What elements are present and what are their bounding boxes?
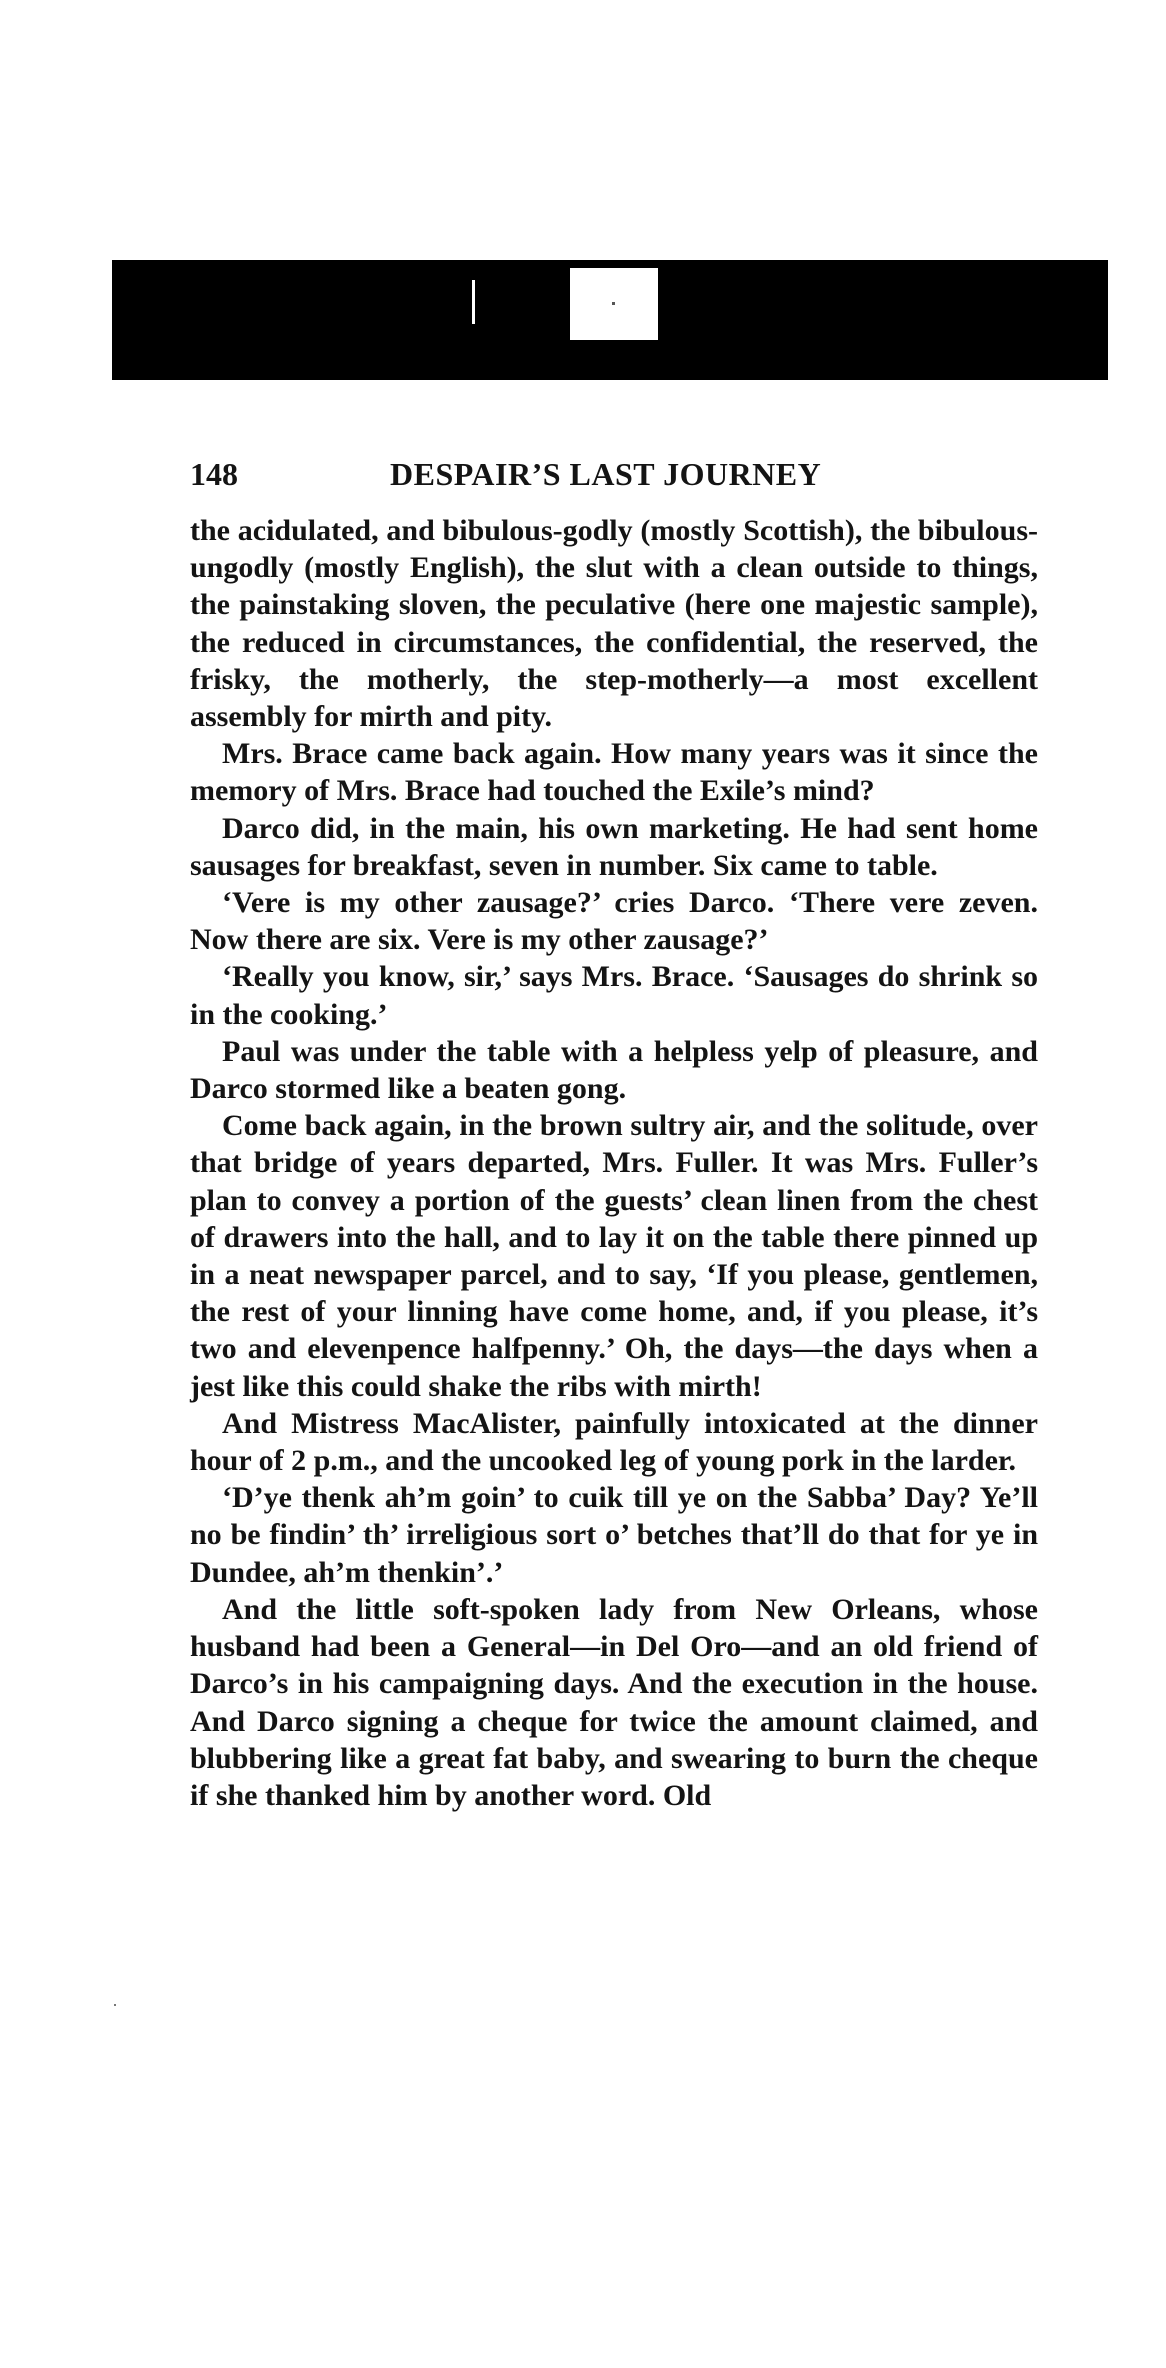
scan-artifact-dot [612,302,615,305]
page-number: 148 [190,456,238,492]
running-title: DESPAIR’S LAST JOURNEY [390,456,822,492]
paragraph-8: And Mistress MacAlister, painfully intoxicated at the dinner hour of 2 p.m., and the uncooked leg of young pork in the larder. [190,1406,1038,1478]
paragraph-6: Paul was under the table with a helpless yelp of pleasure, and Darco stormed like a beaten gong. [190,1034,1038,1106]
body-text [190,512,1038,1814]
paragraph-1: the acidulated, and bibulous-godly (mostly Scottish), the bibulous-ungodly (mostly English), the slut with a clean outside to things, the painstaking sloven, the peculative (here one majestic sample), the reduced in circumstances, the confidential, the reserved, the frisky, the motherly, the step-motherly—a most excellent assembly for mirth and pity. [190,514,1038,734]
stray-mark [114,2004,116,2006]
paragraph-10: And the little soft-spoken lady from New Orleans, whose husband had been a General—in Del Oro—and an old friend of Darco’s in his campaigning days. And the execution in the house. And Darco signing a cheque for twice the amount claimed, and blubbering like a great fat baby, and swearing to burn the cheque if she thanked him by another word. Old [190,1592,1038,1812]
scan-artifact-tick [472,280,475,324]
page-header [190,456,1050,500]
paragraph-2: Mrs. Brace came back again. How many years was it since the memory of Mrs. Brace had touched the Exile’s mind? [190,737,1038,808]
scan-artifact-patch [570,268,658,340]
paragraph-3: Darco did, in the main, his own marketing. He had sent home sausages for breakfast, seven in number. Six came to table. [190,811,1038,882]
paragraph-7: Come back again, in the brown sultry air, and the solitude, over that bridge of years departed, Mrs. Fuller. It was Mrs. Fuller’s plan to convey a portion of the guests’ clean linen from the chest of drawers into the hall, and to lay it on the table there pinned up in a neat newspaper parcel, and to say, ‘If you please, gentlemen, the rest of your linning have come home, and, if you please, it’s two and elevenpence halfpenny.’ Oh, the days—the days when a jest like this could shake the ribs with mirth! [190,1109,1038,1403]
paragraph-9: ‘D’ye thenk ah’m goin’ to cuik till ye on the Sabba’ Day? Ye’ll no be findin’ th’ irreligious sort o’ betches that’ll do that for ye in Dundee, ah’m thenkin’.’ [190,1481,1038,1589]
paragraph-5: ‘Really you know, sir,’ says Mrs. Brace. ‘Sausages do shrink so in the cooking.’ [190,960,1038,1031]
scan-artifact-bar [112,260,1108,380]
paragraph-4: ‘Vere is my other zausage?’ cries Darco. ‘There vere zeven. Now there are six. Vere is my other zausage?’ [190,886,1038,957]
